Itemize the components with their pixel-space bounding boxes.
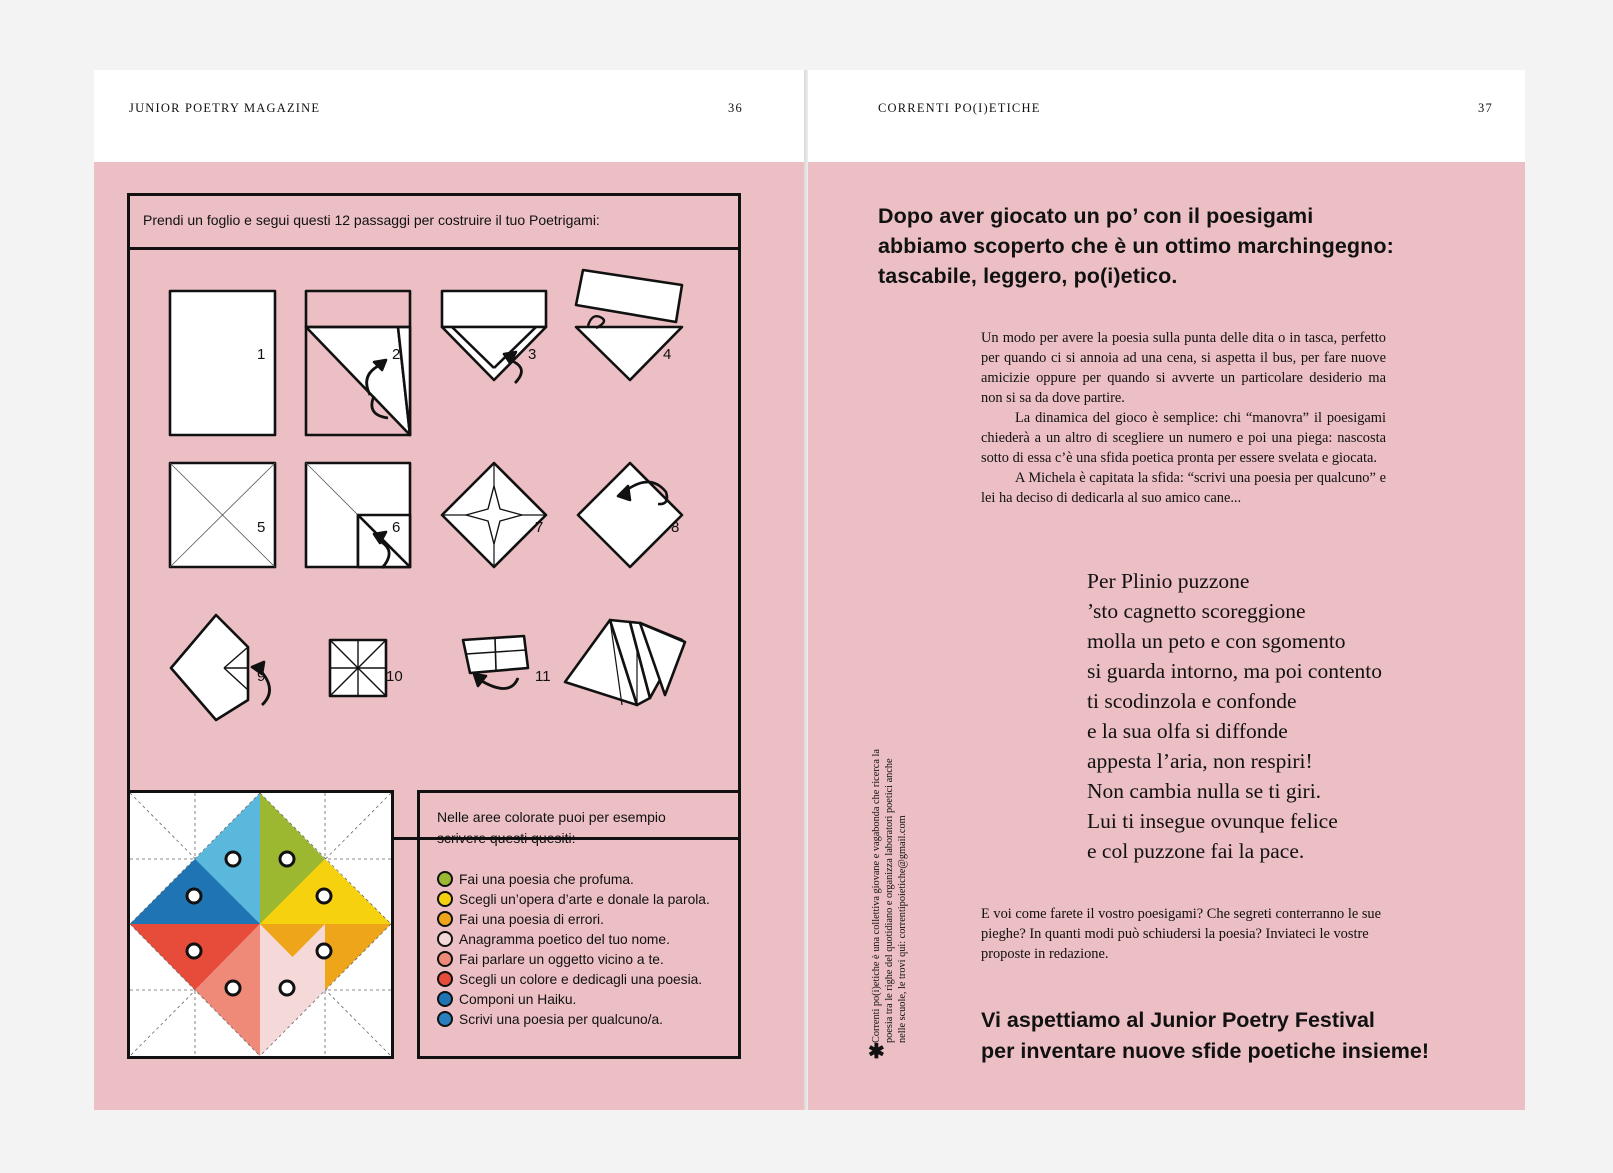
step-1-sheet [170, 291, 275, 435]
right-page [808, 70, 1525, 1110]
quesiti-box [417, 790, 741, 1059]
step-number-3: 3 [528, 346, 537, 363]
step-number-10: 10 [386, 668, 403, 685]
list-item [437, 909, 710, 929]
quesito-text: Scrivi una poesia per qualcuno/a. [459, 1011, 664, 1027]
right-page-header [808, 70, 1525, 162]
closing-paragraph: E voi come farete il vostro poesigami? Che segreti conterranno le sue pieghe? In quanti modi può schiudersi la poesia? Inviateci le vostre proposte in redazione. [981, 906, 1382, 962]
step-7-diamond [442, 463, 546, 567]
poem-line: e la sua olfa si diffonde [1087, 719, 1288, 743]
sidenote-vertical: Correnti po(i)etiche è una collettiva giovane e vagabonda che ricerca la poesia tra le righe del quotidiano e organizza laboratori poetici anche nelle scuole, le trovi qui: correntipoietiche@gmail.com [871, 749, 908, 1043]
headline-line: Dopo aver giocato un po’ con il poesigami [878, 204, 1314, 228]
final-line: Vi aspettiamo al Junior Poetry Festival [981, 1008, 1375, 1032]
step-2-fold [306, 291, 410, 435]
poem-line: molla un peto e con sgomento [1087, 629, 1346, 653]
paragraph: A Michela è capitata la sfida: “scrivi una poesia per qualcuno” e lei ha deciso di dedicarla al suo amico cane... [981, 470, 1386, 506]
poem-line: ti scodinzola e confonde [1087, 689, 1297, 713]
running-title-right: CORRENTI PO(I)ETICHE [878, 101, 1041, 115]
color-dot [437, 971, 453, 987]
quesito-text: Fai una poesia di errori. [459, 911, 604, 927]
list-item [437, 989, 710, 1009]
step-number-9: 9 [257, 668, 266, 685]
color-dot [437, 891, 453, 907]
color-dot [437, 871, 453, 887]
quesito-text: Fai parlare un oggetto vicino a te. [459, 951, 664, 967]
list-item [437, 929, 710, 949]
final-line: per inventare nuove sfide poetiche insieme! [981, 1039, 1430, 1063]
quesito-text: Scegli un’opera d’arte e donale la parola. [459, 891, 710, 907]
paragraph: La dinamica del gioco è semplice: chi “manovra” il poesigami chiederà a un altro di scegliere un numero e poi una piega: nascosta sotto di essa c’è una sfida poetica pronta per essere svelata e giocata. [981, 410, 1386, 466]
poem-line: e col puzzone fai la pace. [1087, 839, 1305, 863]
left-page [94, 70, 805, 1110]
instructions-text: Prendi un foglio e segui questi 12 passaggi per costruire il tuo Poetrigami: [143, 212, 600, 228]
colored-poetrigami-diagram [130, 793, 391, 1056]
step-11-fold [463, 636, 528, 689]
poem-line: Non cambia nulla se ti giri. [1087, 779, 1322, 803]
left-page-header [94, 70, 805, 162]
list-item [437, 969, 710, 989]
quesito-text: Anagramma poetico del tuo nome. [459, 931, 670, 947]
step-10-square [330, 640, 386, 696]
article-body [981, 328, 1386, 508]
step-3-fold [442, 291, 546, 383]
color-dot [437, 911, 453, 927]
running-title-left: JUNIOR POETRY MAGAZINE [129, 101, 321, 115]
poem-line: Lui ti insegue ovunque felice [1087, 809, 1338, 833]
colored-poetrigami-template [127, 790, 394, 1059]
color-dot [437, 951, 453, 967]
list-item [437, 889, 710, 909]
quesiti-list [437, 869, 710, 1029]
step-number-6: 6 [392, 519, 401, 536]
page-number-left: 36 [728, 101, 743, 115]
step-6-square [306, 463, 410, 568]
list-item [437, 949, 710, 969]
list-item [437, 869, 710, 889]
quesito-text: Fai una poesia che profuma. [459, 871, 634, 887]
step-9-fold [171, 615, 270, 720]
poem-line: si guarda intorno, ma poi contento [1087, 659, 1382, 683]
folding-steps-diagram [130, 250, 738, 837]
color-dot [437, 991, 453, 1007]
poem-line: Per Plinio puzzone [1087, 569, 1250, 593]
list-item [437, 1009, 710, 1029]
poem-line: ’sto cagnetto scoreggione [1087, 599, 1306, 623]
poem-line: appesta l’aria, non respiri! [1087, 749, 1313, 773]
step-8-diamond [578, 463, 682, 567]
page-number-right: 37 [1478, 101, 1493, 115]
step-number-8: 8 [671, 519, 680, 536]
asterisk-icon: ✱ [868, 1041, 885, 1063]
color-dot [437, 931, 453, 947]
step-4-fold [576, 270, 682, 380]
instructions-box [127, 193, 741, 250]
step-number-5: 5 [257, 519, 266, 536]
paragraph: Un modo per avere la poesia sulla punta delle dita o in tasca, perfetto per quando ci si annoia ad una cena, si aspetta il bus, per fare nuove amicizie oppure per quando si avverte un particolare desiderio ma non si sa da dove partire. [981, 330, 1386, 406]
step-number-7: 7 [535, 519, 544, 536]
step-5-square [170, 463, 275, 567]
step-number-4: 4 [663, 346, 672, 363]
final-callout [981, 1005, 1429, 1067]
folding-steps-box [127, 247, 741, 840]
step-number-2: 2 [392, 346, 401, 363]
quesito-text: Componi un Haiku. [459, 991, 577, 1007]
headline-line: tascabile, leggero, po(i)etico. [878, 264, 1178, 288]
step-12-fortune-teller [565, 620, 685, 705]
headline-line: abbiamo scoperto che è un ottimo marchingegno: [878, 234, 1394, 258]
poem [1087, 566, 1382, 866]
quesito-text: Scegli un colore e dedicagli una poesia. [459, 971, 703, 987]
step-number-1: 1 [257, 346, 266, 363]
quesiti-title: Nelle aree colorate puoi per esempio scrivere questi quesiti: [437, 809, 666, 846]
headline [878, 201, 1394, 291]
color-dot [437, 1011, 453, 1027]
step-number-11: 11 [535, 668, 551, 685]
